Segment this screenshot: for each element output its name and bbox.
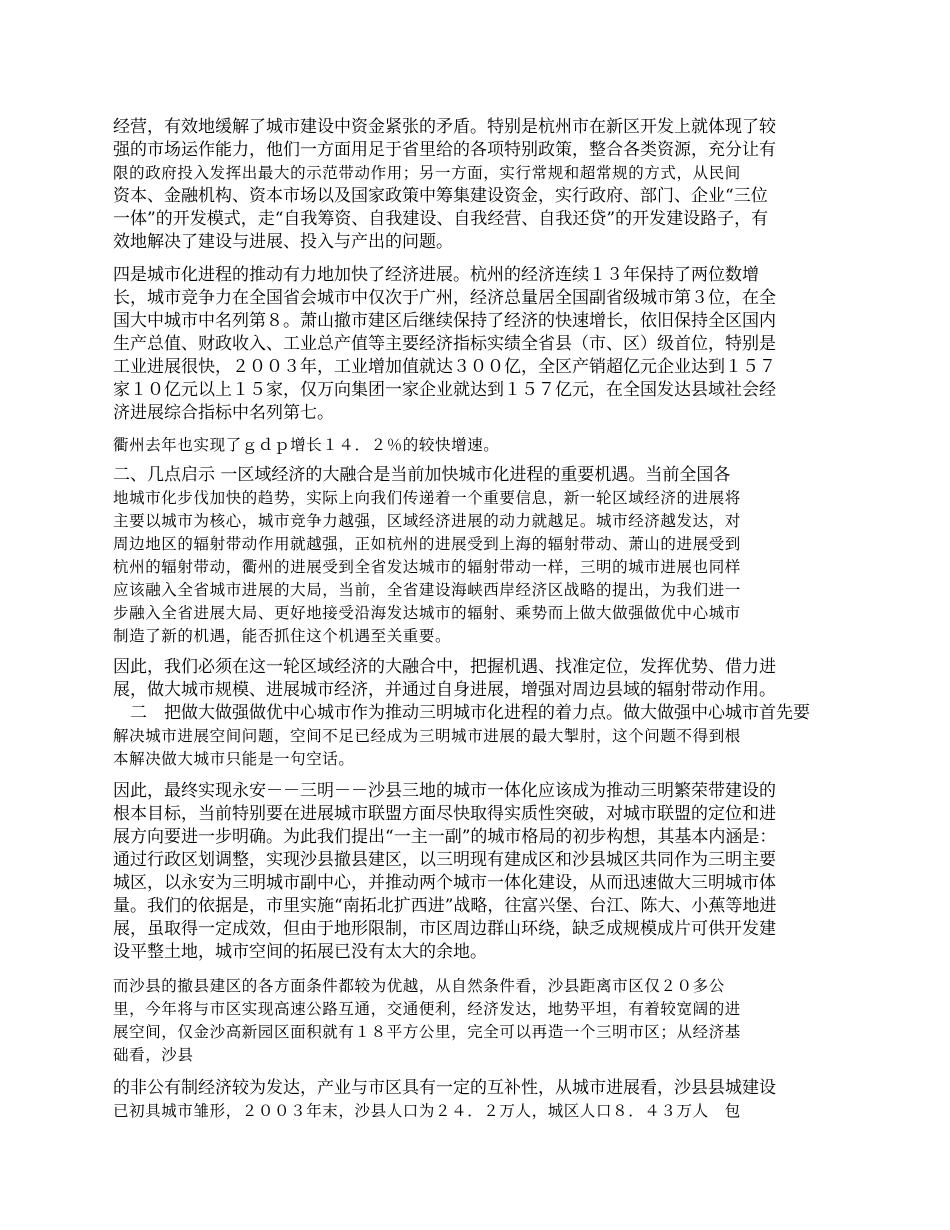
text-line: 量。我们的依据是，市里实施“南拓北扩西进”战略，往富兴堡、台江、陈大、小蕉等地进 xyxy=(113,896,777,916)
text-line: 解决城市进展空间问题，空间不足已经成为三明城市进展的最大掣肘，这个问题不得到根 xyxy=(113,727,741,745)
text-line: 应该融入全省城市进展的大局，当前，全省建设海峡西岸经济区战略的提出，为我们进一 xyxy=(113,581,741,599)
text-line: 四是城市化进程的推动有力地加快了经济进展。杭州的经济连续１３年保持了两位数增 xyxy=(113,265,759,285)
text-line: 通过行政区划调整，实现沙县撤县建区，以三明现有建成区和沙县城区共同作为三明主要 xyxy=(113,850,776,870)
text-line: 二、几点启示 一区域经济的大融合是当前加快城市化进程的重要机遇。当前全国各 xyxy=(113,465,731,485)
text-line: 础看，沙县 xyxy=(113,1046,194,1064)
text-line: 本解决做大城市只能是一句空话。 xyxy=(113,750,355,768)
text-line: 国大中城市中名列第８。萧山撤市建区后继续保持了经济的快速增长，依旧保持全区国内 xyxy=(113,311,776,331)
text-line: 效地解决了建设与进展、投入与产出的问题。 xyxy=(113,232,453,252)
text-line: 资本、金融机构、资本市场以及国家政策中筹集建设资金，实行政府、部门、企业“三位 xyxy=(113,186,768,206)
text-line: 城区，以永安为三明城市副中心，并推动两个城市一体化建设，从而迅速做大三明城市体 xyxy=(113,873,776,893)
text-line: 衢州去年也实现了ｇｄｐ增长１４．２％的较快增速。 xyxy=(113,436,500,454)
text-line: 展空间，仅金沙高新园区面积就有１８平方公里，完全可以再造一个三明市区；从经济基 xyxy=(113,1023,741,1041)
text-line: 因此，我们必须在这一轮区域经济的大融合中，把握机遇、找准定位，发挥优势、借力进 xyxy=(113,657,776,677)
text-line: 限的政府投入发挥出最大的示范带动作用；另一方面，实行常规和超常规的方式，从民间 xyxy=(113,164,741,182)
text-line: 展，虽取得一定成效，但由于地形限制，市区周边群山环绕，缺乏成规模成片可供开发建 xyxy=(113,919,776,939)
text-line: 地城市化步伐加快的趋势，实际上向我们传递着一个重要信息，新一轮区域经济的进展将 xyxy=(113,489,741,507)
text-line: 强的市场运作能力，他们一方面用足于省里给的各项特别政策，整合各类资源，充分让有 xyxy=(113,140,776,160)
text-line: 杭州的辐射带动，衢州的进展受到全省发达城市的辐射带动一样，三明的城市进展也同样 xyxy=(113,558,741,576)
text-line: 长，城市竞争力在全国省会城市中仅次于广州，经济总量居全国副省级城市第３位，在全 xyxy=(113,288,776,308)
text-line: 步融入全省进展大局、更好地接受沿海发达城市的辐射、乘势而上做大做强做优中心城市 xyxy=(113,604,741,622)
text-line: 根本目标，当前特别要在进展城市联盟方面尽快取得实质性突破，对城市联盟的定位和进 xyxy=(113,804,776,824)
text-line: 生产总值、财政收入、工业总产值等主要经济指标实绩全省县（市、区）级首位，特别是 xyxy=(113,334,776,354)
text-line: 因此，最终实现永安－－三明－－沙县三地的城市一体化应该成为推动三明繁荣带建设的 xyxy=(113,781,776,801)
text-line: 周边地区的辐射带动作用就越强，正如杭州的进展受到上海的辐射带动、萧山的进展受到 xyxy=(113,535,741,553)
text-line: 而沙县的撤县建区的各方面条件都较为优越，从自然条件看，沙县距离市区仅２０多公 xyxy=(113,977,725,995)
text-line: 一体”的开发模式，走“自我筹资、自我建设、自我经营、自我还贷”的开发建设路子，有 xyxy=(113,209,769,229)
text-line: 制造了新的机遇，能否抓住这个机遇至关重要。 xyxy=(113,627,452,645)
text-line: 的非公有制经济较为发达，产业与市区具有一定的互补性，从城市进展看，沙县县城建设 xyxy=(113,1078,776,1098)
text-line: 设平整土地，城市空间的拓展已没有太大的余地。 xyxy=(113,942,487,962)
text-line: 展，做大城市规模、进展城市经济，并通过自身进展，增强对周边县域的辐射带动作用。 xyxy=(113,680,776,700)
text-line: 展方向要进一步明确。为此我们提出“一主一副”的城市格局的初步构想，其基本内涵是： xyxy=(113,827,777,847)
text-line: 工业进展很快，２００３年，工业增加值就达３００亿，全区产销超亿元企业达到１５７ xyxy=(113,357,776,377)
text-line: 里，今年将与市区实现高速公路互通，交通便利，经济发达，地势平坦，有着较宽阔的进 xyxy=(113,1000,741,1018)
text-line: 主要以城市为核心，城市竞争力越强，区域经济进展的动力就越足。城市经济越发达，对 xyxy=(113,512,741,530)
text-line: 已初具城市雏形，２００３年末，沙县人口为２４．２万人，城区人口８．４３万人 包 xyxy=(113,1102,741,1120)
text-line: 二 把做大做强做优中心城市作为推动三明城市化进程的着力点。做大做强中心城市首先要 xyxy=(113,703,810,723)
text-line: 经营，有效地缓解了城市建设中资金紧张的矛盾。特别是杭州市在新区开发上就体现了较 xyxy=(113,117,776,137)
text-line: 家１０亿元以上１５家，仅万向集团一家企业就达到１５７亿元，在全国发达县域社会经 xyxy=(113,380,776,400)
text-line: 济进展综合指标中名列第七。 xyxy=(113,403,334,423)
